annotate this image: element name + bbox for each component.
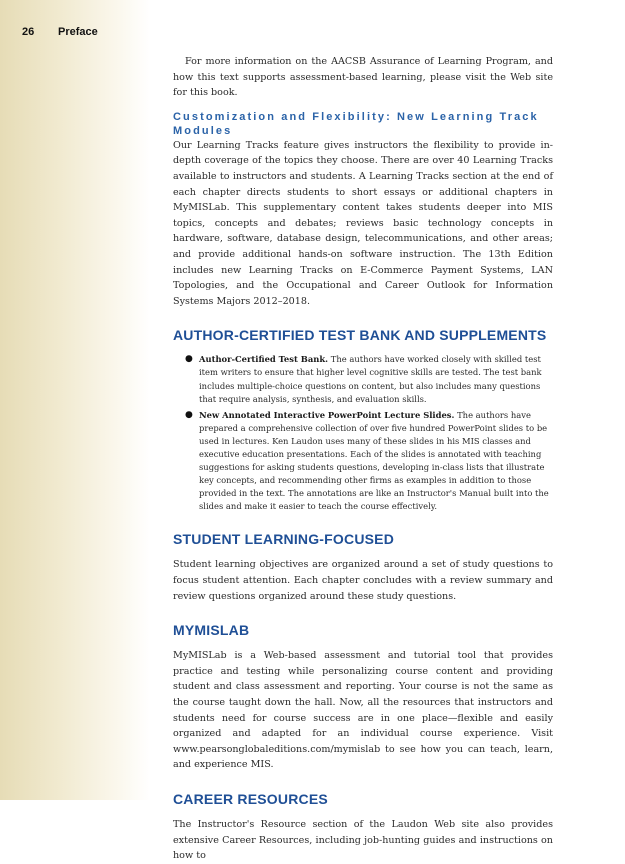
page-number: 26 — [22, 26, 35, 38]
bullet-title: Author-Certified Test Bank. — [199, 354, 329, 365]
bullet-text: The authors have prepared a comprehensive collection of over five hundred PowerPoint slides to be used in lectures. Ken Laudon uses many of these slides in his MIS classes and executive education presentations. Each of the slides is annotated with teaching suggestions for asking students questions, developing in-class lists that illustrate key concepts, and recommending other firms as examples in addition to those provided in the text. The annotations are like an Instructor's Manual built into the slides and make it easier to teach the course effectively. — [199, 409, 549, 512]
page-content — [173, 54, 553, 864]
list-item — [185, 353, 553, 405]
intro-paragraph: For more information on the AACSB Assurance of Learning Program, and how this text supports assessment-based learning, please visit the Web site for this book. — [173, 56, 553, 99]
mymislab-paragraph: MyMISLab is a Web-based assessment and tutorial tool that provides practice and testing while personalizing course content and providing student and class assessment and reporting. Your course is not the same as the course taught down the hall. Now, all the resources that instructors and students need for course success are in one place—flexible and easily organized and adapted for an individual course experience. Visit www.pearsonglobaleditions.com/mymislab to see how you can teach, learn, and experience MIS. — [173, 650, 553, 771]
test-bank-list — [173, 353, 553, 513]
running-head — [22, 26, 98, 38]
career-paragraph: The Instructor's Resource section of the Laudon Web site also provides extensive Career Resources, including job-hunting guides and instructions on how to — [173, 818, 553, 862]
bullet-title: New Annotated Interactive PowerPoint Lecture Slides. — [199, 409, 455, 420]
customization-paragraph: Our Learning Tracks feature gives instructors the flexibility to provide in-depth coverage of the topics they choose. There are over 40 Learning Tracks available to instructors and students. A Learning Tracks section at the end of each chapter directs students to short essays or additional chapters in MyMISLab. This supplementary content takes students deeper into MIS topics, concepts and debates; reviews basic technology concepts in hardware, software, database design, telecommunications, and other areas; and provide additional hands-on software instruction. The 13th Edition includes new Learning Tracks on E-Commerce Payment Systems, LAN Topologies, and the Occupational and Career Outlook for Information Systems Majors 2012–2018. — [173, 139, 553, 307]
test-bank-heading: AUTHOR-CERTIFIED TEST BANK AND SUPPLEMENTS — [173, 327, 547, 344]
running-head-section: Preface — [58, 26, 98, 38]
customization-heading: Customization and Flexibility: New Learning Track Modules — [173, 110, 539, 137]
mymislab-heading: MYMISLAB — [173, 622, 250, 639]
page-margin-band — [0, 0, 150, 800]
bullet-icon: ● — [185, 409, 193, 420]
student-learning-paragraph: Student learning objectives are organized around a set of study questions to focus student attention. Each chapter concludes with a review summary and review questions organized around these study questions. — [173, 559, 553, 602]
bullet-text: The authors have worked closely with skilled test item writers to ensure that higher level cognitive skills are tested. The test bank includes multiple-choice questions on content, but also includes many questions that require analysis, synthesis, and evaluation skills. — [199, 354, 542, 404]
career-heading: CAREER RESOURCES — [173, 790, 328, 807]
student-learning-heading: STUDENT LEARNING-FOCUSED — [173, 531, 395, 548]
list-item — [185, 409, 553, 514]
bullet-icon: ● — [185, 354, 193, 365]
